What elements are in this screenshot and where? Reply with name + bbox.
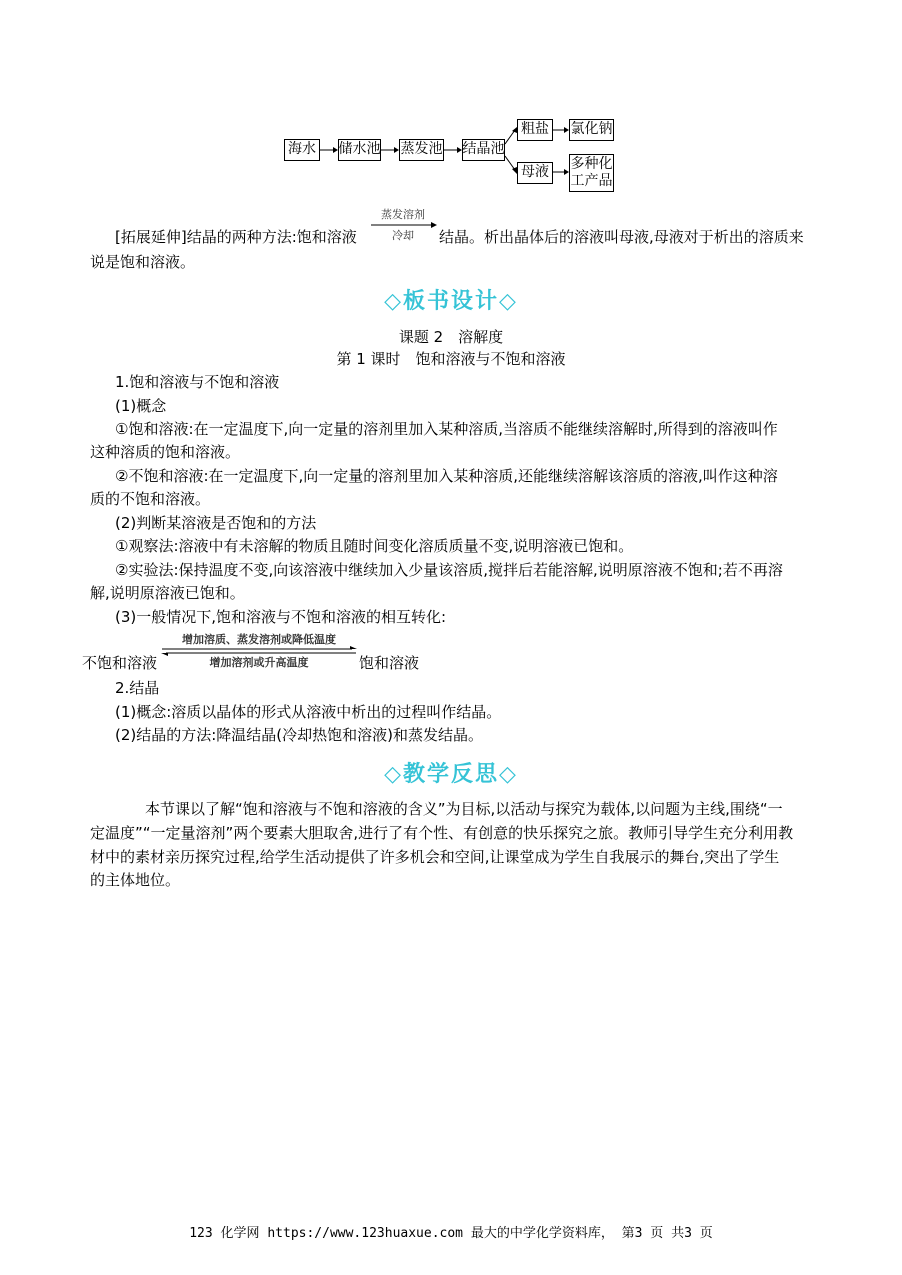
- flow-box-seawater: 海水: [284, 139, 320, 161]
- experiment-method-line1: ②实验法:保持温度不变,向该溶液中继续加入少量该溶质,搅拌后若能溶解,说明原溶液不饱和;若不再溶: [115, 561, 783, 579]
- flow-box-chemical-products-line1: 多种化: [570, 155, 613, 172]
- extension-arrow-top-label: 蒸发溶剂: [381, 208, 425, 221]
- reflection-line2: 定温度”“一定量溶剂”两个要素大胆取舍,进行了有个性、有创意的快乐探究之旅。教师引导学生充分利用教: [90, 824, 794, 842]
- saturated-definition-line1: ①饱和溶液:在一定温度下,向一定量的溶剂里加入某种溶质,当溶质不能继续溶解时,所得到的溶液叫作: [115, 420, 778, 438]
- experiment-method-line2: 解,说明原溶液已饱和。: [90, 584, 245, 602]
- flow-box-chemical-products: [569, 154, 614, 192]
- flow-box-chemical-products-line2: 工产品: [570, 173, 613, 189]
- board-design-title: 课题 2 溶解度: [398, 328, 504, 346]
- reflection-line4: 的主体地位。: [90, 871, 181, 889]
- flow-box-crude-salt: 粗盐: [517, 119, 553, 141]
- flow-box-crystallization-pool: 结晶池: [462, 139, 505, 161]
- extension-reaction-arrow: [369, 206, 437, 242]
- unsaturated-definition-line2: 质的不饱和溶液。: [90, 490, 211, 508]
- board-design-subtitle: 第 1 课时 饱和溶液与不饱和溶液: [336, 350, 566, 368]
- flow-box-evaporation-pool: 蒸发池: [399, 139, 444, 161]
- section-2-title: 2.结晶: [115, 679, 160, 697]
- extension-line1: [115, 226, 357, 249]
- extension-text3: 说是饱和溶液。: [90, 253, 196, 271]
- unsaturated-definition-line1: ②不饱和溶液:在一定温度下,向一定量的溶剂里加入某种溶质,还能继续溶解该溶质的溶液,叫作这种溶: [115, 467, 778, 485]
- flow-box-storage-pool: 储水池: [338, 139, 381, 161]
- conversion-top-label: 增加溶质、蒸发溶剂或降低温度: [182, 633, 336, 646]
- conversion-left: 不饱和溶液: [82, 654, 158, 672]
- board-design-heading: ◇板书设计◇: [384, 288, 518, 314]
- extension-text1: 结晶的两种方法:饱和溶液: [186, 228, 357, 246]
- reflection-heading: ◇教学反思◇: [384, 761, 518, 787]
- reflection-line3: 材中的素材亲历探究过程,给学生活动提供了许多机会和空间,让课堂成为学生自我展示的舞台,突出了学生: [90, 848, 780, 866]
- crystallization-methods: (2)结晶的方法:降温结晶(冷却热饱和溶液)和蒸发结晶。: [115, 726, 484, 744]
- extension-text2: 结晶。析出晶体后的溶液叫母液,母液对于析出的溶质来: [439, 228, 804, 246]
- conversion-arrow: [160, 631, 358, 671]
- conversion-right: 饱和溶液: [359, 654, 420, 672]
- flow-box-sodium-chloride: 氯化钠: [569, 119, 614, 141]
- section-1-title: 1.饱和溶液与不饱和溶液: [115, 373, 280, 391]
- section-1-1-title: (1)概念: [115, 397, 167, 415]
- saturated-definition-line2: 这种溶质的饱和溶液。: [90, 443, 241, 461]
- section-1-2-title: (2)判断某溶液是否饱和的方法: [115, 514, 317, 532]
- observation-method: ①观察法:溶液中有未溶解的物质且随时间变化溶质质量不变,说明溶液已饱和。: [115, 537, 634, 555]
- flowchart-arrows: [0, 0, 902, 200]
- extension-tag: [拓展延伸]: [115, 228, 187, 246]
- crystallization-concept: (1)概念:溶质以晶体的形式从溶液中析出的过程叫作结晶。: [115, 703, 502, 721]
- flow-box-mother-liquor: 母液: [517, 162, 553, 184]
- page-footer: 123 化学网 https://www.123huaxue.com 最大的中学化学资料库， 第3 页 共3 页: [189, 1226, 713, 1241]
- conversion-bottom-label: 增加溶剂或升高温度: [209, 656, 309, 669]
- section-1-3-title: (3)一般情况下,饱和溶液与不饱和溶液的相互转化:: [115, 608, 447, 626]
- reflection-line1: 本节课以了解“饱和溶液与不饱和溶液的含义”为目标,以活动与探究为载体,以问题为主线,围绕“一: [145, 800, 783, 818]
- extension-arrow-bottom-label: 冷却: [392, 229, 414, 242]
